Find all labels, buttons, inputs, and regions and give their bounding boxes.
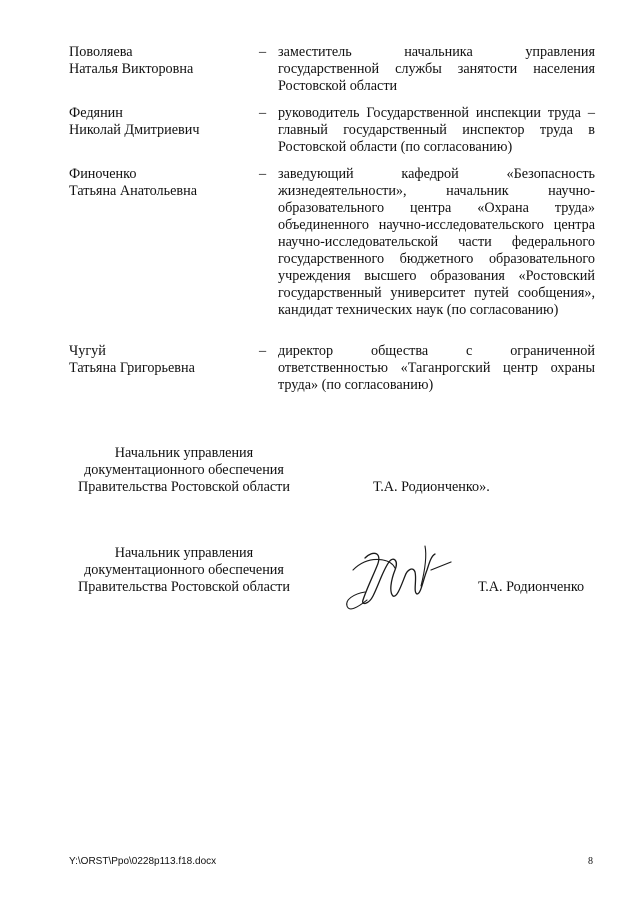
entry-dash: –	[259, 105, 267, 121]
entry-name: Федянин Николай Дмитриевич	[69, 105, 200, 138]
entry-name: Финоченко Татьяна Анатольевна	[69, 166, 197, 199]
entry-description: директор общества с ограниченной ответственностью «Таганрогский центр охраны труда» (по согласованию)	[278, 343, 595, 393]
footer-file-path: Y:\ORST\Ppo\0228p113.f18.docx	[69, 856, 217, 867]
entry-finochenko	[69, 166, 595, 336]
entry-name: Поволяева Наталья Викторовна	[69, 44, 194, 77]
handwritten-signature	[343, 540, 453, 620]
signature-2-title: Начальник управления документационного обеспечения Правительства Ростовской области	[78, 545, 290, 595]
entry-dash: –	[259, 343, 267, 359]
signature-1-name: Т.А. Родионченко».	[373, 479, 490, 495]
entry-dash: –	[259, 44, 267, 60]
entry-chuguy	[69, 343, 595, 395]
signature-2-name: Т.А. Родионченко	[478, 579, 585, 595]
entry-povolyaeva	[69, 44, 595, 96]
entry-description: заведующий кафедрой «Безопасность жизнедеятельности», начальник научно-образовательного центра «Охрана труда» объединенного научно-исследовательского центра научно-исследовательской части федерального государственного бюджетного образовательного учреждения высшего образования «Ростовский государственный университет путей сообщения», кандидат технических наук (по согласованию)	[278, 166, 595, 318]
entry-dash: –	[259, 166, 267, 182]
signature-1-title: Начальник управления документационного обеспечения Правительства Ростовской области	[78, 445, 290, 495]
footer-page-number: 8	[588, 856, 593, 867]
entry-fedyanin	[69, 105, 595, 157]
entry-description: заместитель начальника управления государственной службы занятости населения Ростовской области	[278, 44, 595, 94]
entry-name: Чугуй Татьяна Григорьевна	[69, 343, 195, 376]
entry-description: руководитель Государственной инспекции труда – главный государственный инспектор труда в Ростовской области (по согласованию)	[278, 105, 595, 155]
